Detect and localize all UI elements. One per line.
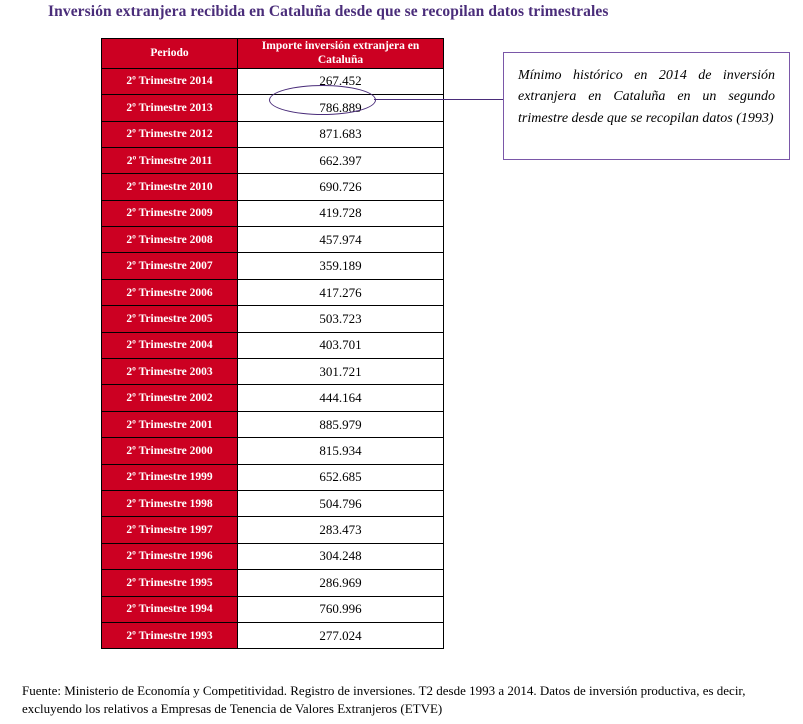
cell-period: 2º Trimestre 2002 xyxy=(102,385,238,411)
table-header xyxy=(102,39,444,69)
cell-period: 2º Trimestre 2009 xyxy=(102,200,238,226)
cell-amount: 871.683 xyxy=(238,121,444,147)
cell-amount: 885.979 xyxy=(238,411,444,437)
cell-period: 2º Trimestre 1999 xyxy=(102,464,238,490)
cell-amount: 403.701 xyxy=(238,332,444,358)
cell-period: 2º Trimestre 2012 xyxy=(102,121,238,147)
table-row xyxy=(102,543,444,569)
cell-period: 2º Trimestre 2001 xyxy=(102,411,238,437)
table-row xyxy=(102,596,444,622)
cell-amount: 277.024 xyxy=(238,622,444,648)
column-header-amount: Importe inversión extranjera en Cataluña xyxy=(238,39,444,69)
page-title: Inversión extranjera recibida en Cataluña desde que se recopilan datos trimestrales xyxy=(48,3,609,20)
cell-amount: 267.452 xyxy=(238,68,444,94)
cell-amount: 662.397 xyxy=(238,147,444,173)
investment-table-container xyxy=(101,38,441,649)
cell-amount: 690.726 xyxy=(238,174,444,200)
callout-box xyxy=(503,52,790,160)
table-row xyxy=(102,227,444,253)
cell-period: 2º Trimestre 2013 xyxy=(102,95,238,121)
cell-amount: 457.974 xyxy=(238,227,444,253)
table-row xyxy=(102,385,444,411)
cell-amount: 786.889 xyxy=(238,95,444,121)
cell-period: 2º Trimestre 1993 xyxy=(102,622,238,648)
table-row xyxy=(102,438,444,464)
cell-period: 2º Trimestre 2011 xyxy=(102,147,238,173)
cell-amount: 444.164 xyxy=(238,385,444,411)
cell-amount: 301.721 xyxy=(238,359,444,385)
table-row xyxy=(102,200,444,226)
cell-period: 2º Trimestre 2005 xyxy=(102,306,238,332)
table-row xyxy=(102,517,444,543)
table-row xyxy=(102,464,444,490)
cell-period: 2º Trimestre 2014 xyxy=(102,68,238,94)
cell-amount: 417.276 xyxy=(238,279,444,305)
source-note: Fuente: Ministerio de Economía y Competitividad. Registro de inversiones. T2 desde 1993 a 2014. Datos de inversión productiva, es decir, excluyendo los relativos a Empresas de Tenencia de Valores Extranjeros (ETVE) xyxy=(22,683,746,717)
cell-period: 2º Trimestre 2007 xyxy=(102,253,238,279)
investment-table xyxy=(101,38,444,649)
table-row xyxy=(102,359,444,385)
cell-amount: 286.969 xyxy=(238,570,444,596)
table-row xyxy=(102,121,444,147)
cell-amount: 815.934 xyxy=(238,438,444,464)
table-row xyxy=(102,253,444,279)
cell-period: 2º Trimestre 2003 xyxy=(102,359,238,385)
column-header-period: Periodo xyxy=(102,39,238,69)
table-row xyxy=(102,622,444,648)
cell-amount: 419.728 xyxy=(238,200,444,226)
table-row xyxy=(102,570,444,596)
cell-period: 2º Trimestre 2008 xyxy=(102,227,238,253)
cell-period: 2º Trimestre 1998 xyxy=(102,491,238,517)
cell-period: 2º Trimestre 2000 xyxy=(102,438,238,464)
table-row xyxy=(102,174,444,200)
callout-text: Mínimo histórico en 2014 de inversión extranjera en Cataluña en un segundo trimestre desde que se recopilan datos (1993) xyxy=(518,68,775,126)
cell-amount: 504.796 xyxy=(238,491,444,517)
cell-period: 2º Trimestre 2004 xyxy=(102,332,238,358)
cell-amount: 304.248 xyxy=(238,543,444,569)
table-row xyxy=(102,306,444,332)
cell-period: 2º Trimestre 1994 xyxy=(102,596,238,622)
table-row xyxy=(102,332,444,358)
cell-amount: 283.473 xyxy=(238,517,444,543)
table-header-row xyxy=(102,39,444,69)
cell-amount: 760.996 xyxy=(238,596,444,622)
callout-leader-line xyxy=(374,99,503,100)
table-row xyxy=(102,68,444,94)
cell-amount: 359.189 xyxy=(238,253,444,279)
cell-amount: 503.723 xyxy=(238,306,444,332)
cell-period: 2º Trimestre 1996 xyxy=(102,543,238,569)
cell-period: 2º Trimestre 2010 xyxy=(102,174,238,200)
table-body xyxy=(102,68,444,649)
table-row xyxy=(102,147,444,173)
table-row xyxy=(102,279,444,305)
table-row xyxy=(102,411,444,437)
cell-amount: 652.685 xyxy=(238,464,444,490)
table-row xyxy=(102,491,444,517)
cell-period: 2º Trimestre 2006 xyxy=(102,279,238,305)
cell-period: 2º Trimestre 1997 xyxy=(102,517,238,543)
cell-period: 2º Trimestre 1995 xyxy=(102,570,238,596)
